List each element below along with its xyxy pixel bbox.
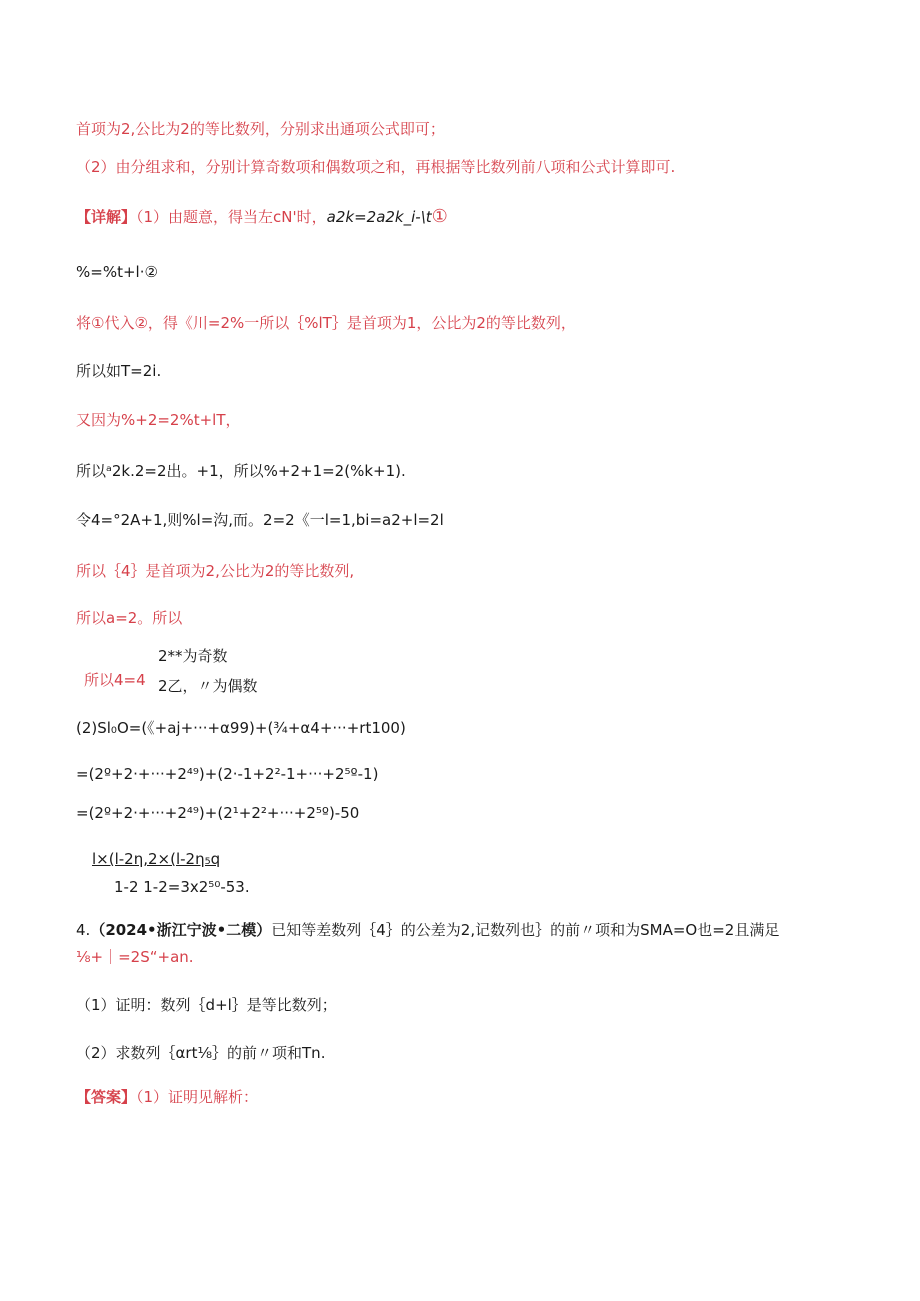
text-line-7: 又因为%+2=2%t+lT， [76,411,241,429]
text-line-10: 所以｛4｝是首项为2,公比为2的等比数列, [76,562,355,580]
question-1: （1）证明：数列｛d+l｝是等比数列； [76,996,337,1014]
fraction-denominator: 1-2 1-2=3x2⁵⁰-53. [114,878,250,896]
sum-line-2: =(2º+2·+···+2⁴⁹)+(2·-1+2²-1+···+2⁵º-1) [76,765,379,783]
circle-one: ① [431,206,448,227]
text-line-6: 所以如T=2i. [76,362,162,380]
text-line-11: 所以a=2。所以 [76,609,183,627]
problem-source: （2024•浙江宁波•二模） [90,921,272,939]
sum-line-3: =(2º+2·+···+2⁴⁹)+(2¹+2²+···+2⁵º)-50 [76,804,360,822]
answer-text: （1）证明见解析： [136,1088,259,1106]
detail-tag: 【详解】 [76,208,137,226]
answer-tag: 【答案】 [76,1088,137,1106]
problem-4-line [76,920,779,940]
detail-text: （1）由题意，得当左cN'时， [136,208,327,226]
case-top: 2**为奇数 [158,647,228,665]
sum-line-1: (2)Sl₀O=(《+aj+···+α99)+(¾+α4+···+rt100) [76,719,406,737]
problem-number: 4. [76,921,91,939]
case-bottom: 2乙，〃为偶数 [158,677,258,695]
question-2: （2）求数列｛αrt⅛｝的前〃项和Tn. [76,1044,326,1062]
text-line-1: 首项为2,公比为2的等比数列，分别求出通项公式即可； [76,120,445,138]
text-line-8: 所以ᵃ2k.2=2出。+1，所以%+2+1=2(%k+1). [76,462,406,480]
detail-line [76,207,448,227]
problem-4-condition: ⅛+｜=2S“+an. [76,948,194,966]
text-line-4: %=%t+l·② [76,263,158,281]
answer-line [76,1087,258,1107]
fraction-numerator: l×(l-2η,2×(l-2η₅q [92,850,221,868]
case-left: 所以4=4 [84,671,146,689]
text-line-9: 令4=°2A+1,则%l=沟,而。2=2《一l=1,bi=a2+l=2l [76,511,444,529]
detail-math: a2k=2a2k_i-\t [326,208,432,226]
problem-text: 已知等差数列｛4｝的公差为2,记数列也｝的前〃项和为SMA=O也=2且满足 [271,921,780,939]
text-line-5: 将①代入②，得《川=2%一所以｛%lT｝是首项为1，公比为2的等比数列， [76,314,576,332]
text-line-2: （2）由分组求和，分别计算奇数项和偶数项之和，再根据等比数列前八项和公式计算即可. [76,158,676,176]
